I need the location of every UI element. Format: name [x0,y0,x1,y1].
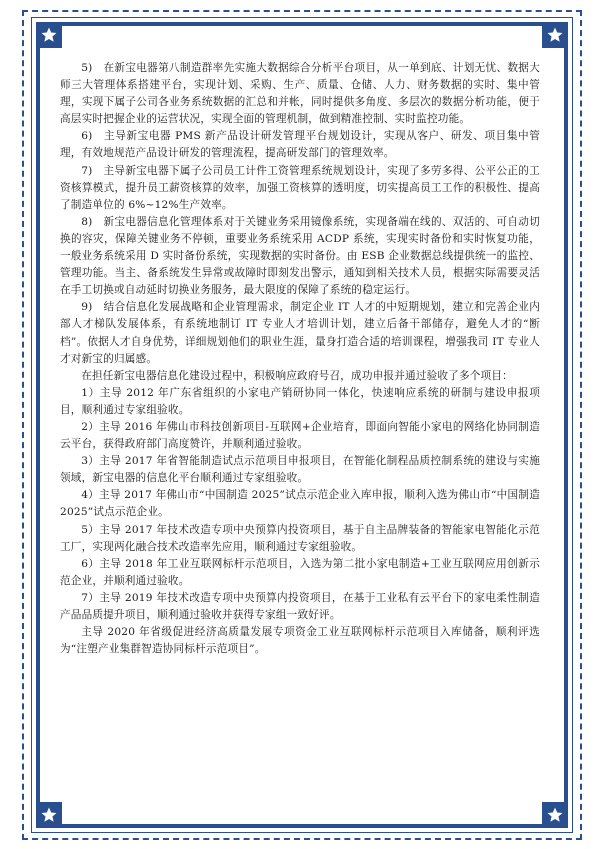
top-border-bar [62,22,542,26]
document-body [60,60,540,658]
project-item-1: 1）主导 2012 年广东省组织的小家电产销研协同一体化，快速响应系统的研制与建设申报项目，顺利通过专家组验收。 [60,386,540,416]
left-border-bar [36,48,40,802]
bottom-border-bar [62,824,542,828]
project-item-6: 6）主导 2018 年工业互联网标杆示范项目，入选为第二批小家电制造+工业互联网应用创新示范企业，并顺利通过验收。 [60,557,540,587]
project-item-5: 5）主导 2017 年技术改造专项中央预算内投资项目，基于自主品牌装备的智能家电智能化示范工厂，实现两化融合技术改造率先应用，顺利通过专家组验收。 [60,523,540,553]
project-item-4: 4）主导 2017 年佛山市“中国制造 2025”试点示范企业入库申报，顺利入选为佛山市“中国制造 2025”试点示范企业。 [60,489,540,519]
paragraph-item-7: 7) 主导新宝电器下属子公司员工计件工资管理系统规划设计，实现了多劳多得、公平公正的工资核算模式，提升员工薪资核算的效率，加强工资核算的透明度，切实提高员工工作的积极性、提高了制造单位的 6%~12%生产效率。 [60,164,540,211]
paragraph-item-9: 9) 结合信息化发展战略和企业管理需求，制定企业 IT 人才的中短期规划，建立和完善企业内部人才梯队发展体系，有系统地制订 IT 专业人才培训计划，建立后备干部储存，避免人才的“断档”。依据人才自身优势，详细规划他们的职业生涯，量身打造合适的培训课程，增强我司 IT 专业人才对新宝的归属感。 [60,301,540,365]
corner-bottom-left [36,802,62,828]
paragraph-item-6: 6) 主导新宝电器 PMS 新产品设计研发管理平台规划设计，实现从客户、研发、项目集中管理，有效地规范产品设计研发的管理流程，提高研发部门的管理效率。 [60,130,540,160]
corner-top-right [542,22,568,48]
project-item-2020: 主导 2020 年省级促进经济高质量发展专项资金工业互联网标杆示范项目入库储备，顺利评选为“注塑产业集群智造协同标杆示范项目”。 [60,626,540,656]
project-item-2: 2）主导 2016 年佛山市科技创新项目-互联网+企业培育，即面向智能小家电的网络化协同制造云平台，获得政府部门高度赞许，并顺利通过验收。 [60,420,540,451]
paragraph-item-5: 5) 在新宝电器第八制造群率先实施大数据综合分析平台项目，从一单到底、计划无忧、数据大师三大管理体系搭建平台，实现计划、采购、生产、质量、仓储、人力、财务数据的实时、集中管理，实现下属子公司各业务系统数据的汇总和并帐，同时提供多角度、多层次的数据分析功能，便于高层实时把握企业的运营状况，实现全面的管理机制，做到精准控制、实时监控功能。 [60,62,540,126]
corner-top-left [36,22,62,48]
star-icon [546,26,564,44]
project-item-7: 7）主导 2019 年技术改造专项中央预算内投资项目，在基于工业私有云平台下的家电柔性制造产品品质提升项目，顺利通过验收并获得专家组一致好评。 [60,591,540,621]
star-icon [40,26,58,44]
projects-intro: 在担任新宝电器信息化建设过程中，积极响应政府号召，成功申报并通过验收了多个项目： [81,369,513,382]
star-icon [40,806,58,824]
paragraph-item-8: 8) 新宝电器信息化管理体系对于关键业务采用镜像系统，实现备端在线的、双活的、可自动切换的容灾，保障关键业务不停顿，重要业务系统采用 ACDP 系统，实现实时备份和实时恢复功能，一般业务系统采用 D 实时备份系统，实现数据的实时备份。由 ESB 企业数据总线提供统一的监控、管理功能。当主、备系统发生异常或故障时即刻发出警示，通知到相关技术人员，根据实际需要灵活在手工切换或自动延时切换业务服务，最大限度的保障了系统的稳定运行。 [60,215,540,297]
star-icon [546,806,564,824]
project-item-3: 3）主导 2017 年省智能制造试点示范项目申报项目，在智能化制程品质控制系统的建设与实施领域，新宝电器的信息化平台顺利通过专家组验收。 [60,455,540,485]
corner-bottom-right [542,802,568,828]
right-border-bar [564,48,568,802]
